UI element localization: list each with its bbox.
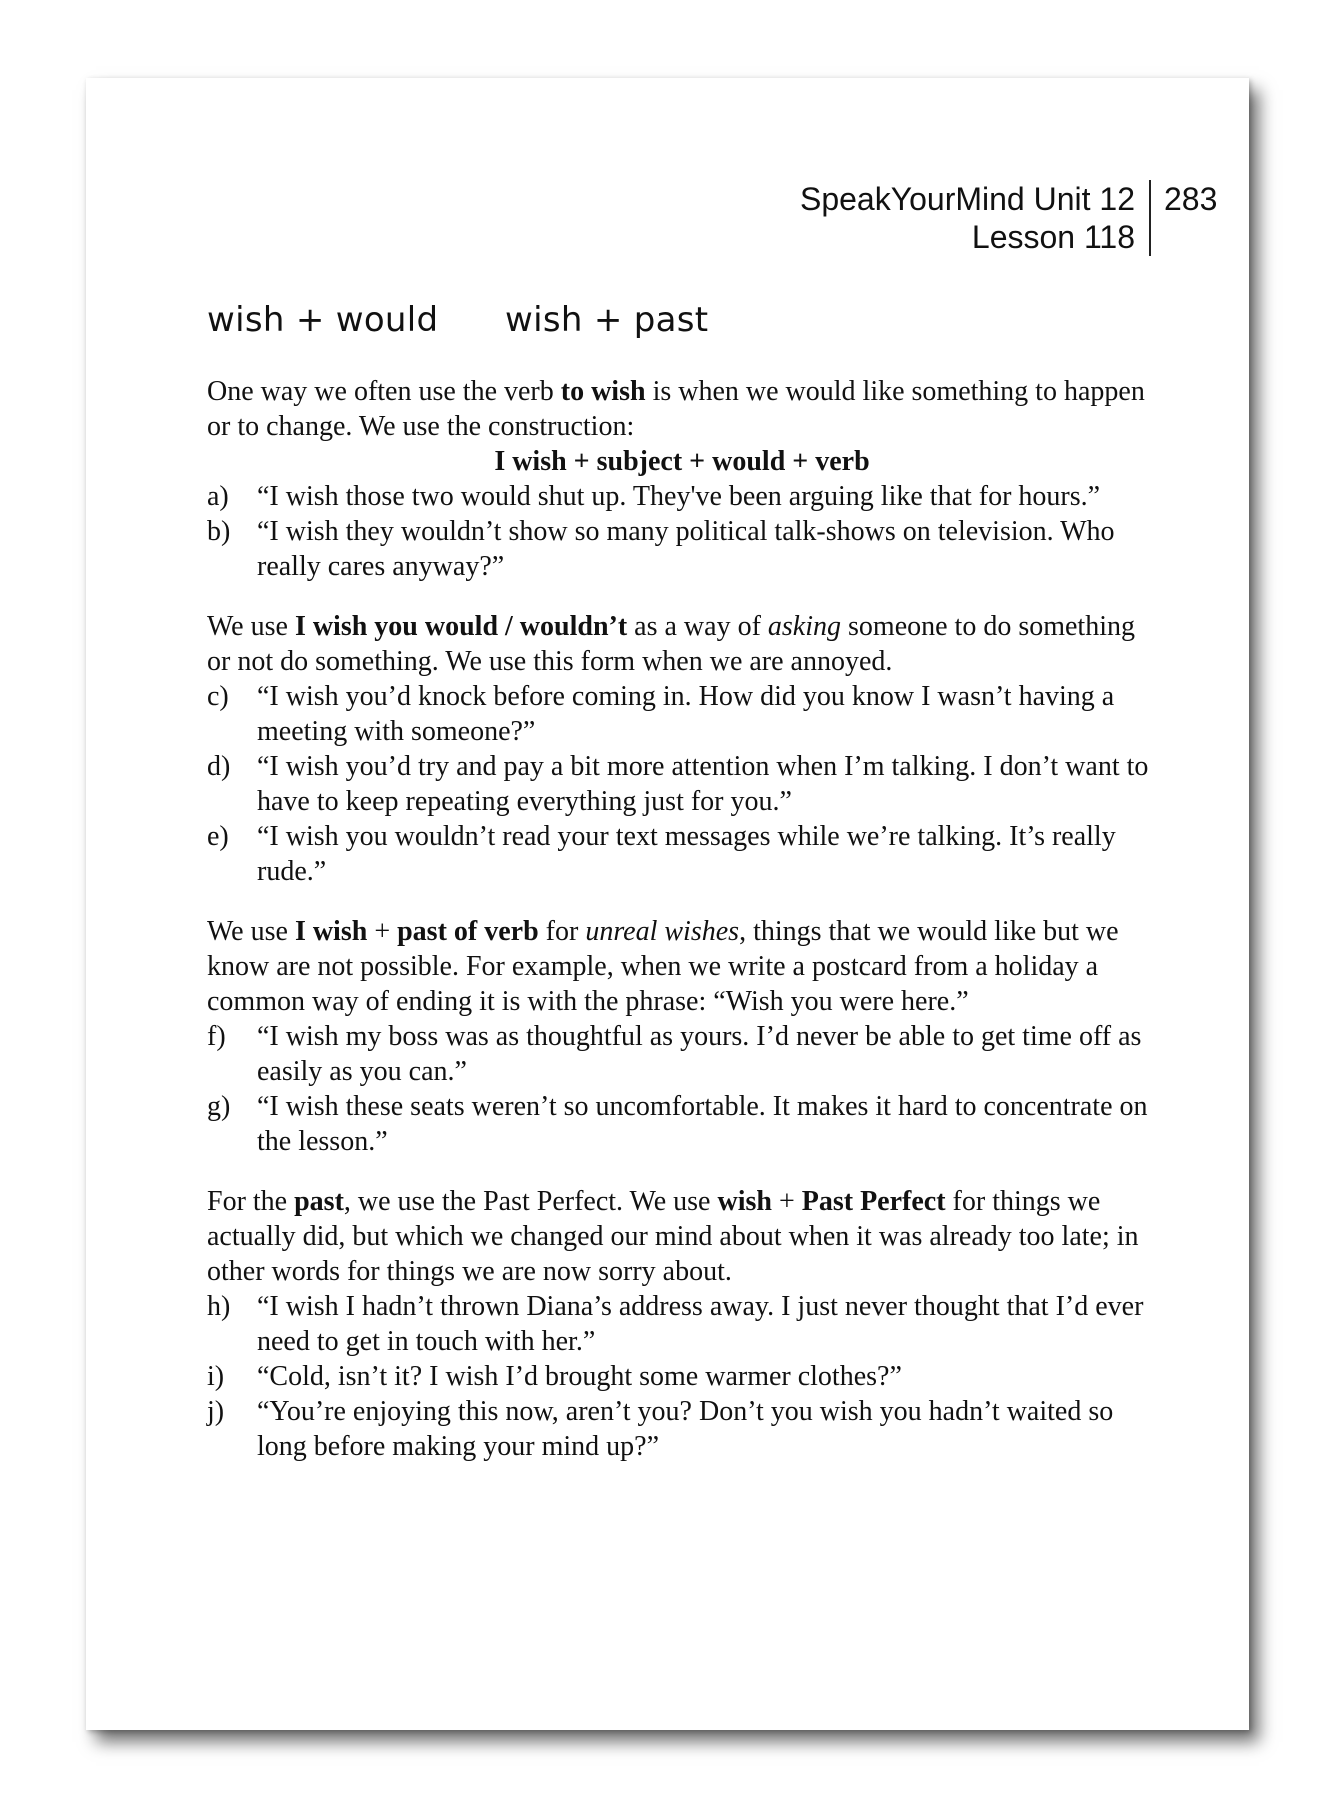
example-text: “I wish these seats weren’t so uncomfortable. It makes it hard to concentrate on the lesson.” bbox=[257, 1091, 1148, 1157]
example-label: d) bbox=[207, 751, 231, 782]
example-label: a) bbox=[207, 481, 229, 512]
asking-paragraph: We use I wish you would / wouldn’t as a way of asking someone to do something or not do something. We use this form when we are annoyed. bbox=[207, 611, 1135, 677]
example-label: g) bbox=[207, 1091, 231, 1122]
example-label: h) bbox=[207, 1291, 231, 1322]
example-item bbox=[207, 1019, 1157, 1089]
example-text: “I wish my boss was as thoughtful as yours. I’d never be able to get time off as easily as you can.” bbox=[257, 1021, 1142, 1087]
example-item bbox=[207, 1089, 1157, 1159]
example-text: “I wish you’d try and pay a bit more attention when I’m talking. I don’t want to have to keep repeating everything just for you.” bbox=[257, 751, 1149, 817]
example-item bbox=[207, 819, 1157, 889]
example-label: c) bbox=[207, 681, 229, 712]
example-text: “You’re enjoying this now, aren’t you? Don’t you wish you hadn’t waited so long before making your mind up?” bbox=[257, 1396, 1114, 1462]
example-item bbox=[207, 479, 1157, 514]
example-item bbox=[207, 1289, 1157, 1359]
example-text: “I wish they wouldn’t show so many political talk-shows on television. Who really cares anyway?” bbox=[257, 516, 1115, 582]
page-header bbox=[800, 180, 1151, 256]
example-text: “I wish you’d knock before coming in. How did you know I wasn’t having a meeting with someone?” bbox=[257, 681, 1115, 747]
unit-title: SpeakYourMind Unit 12 bbox=[799, 181, 1135, 217]
example-label: f) bbox=[207, 1021, 226, 1052]
past-perfect-paragraph: For the past, we use the Past Perfect. We use wish + Past Perfect for things we actually did, but which we changed our mind about when it was already too late; in other words for things we are now sorry about. bbox=[207, 1186, 1139, 1287]
lesson-title: Lesson 118 bbox=[971, 219, 1135, 255]
unreal-wishes-paragraph: We use I wish + past of verb for unreal wishes, things that we would like but we know are not possible. For example, when we write a postcard from a holiday a common way of ending it is with the phrase: “Wish you were here.” bbox=[207, 916, 1119, 1017]
example-label: b) bbox=[207, 516, 231, 547]
example-text: “I wish I hadn’t thrown Diana’s address away. I just never thought that I’d ever need to get in touch with her.” bbox=[257, 1291, 1144, 1357]
example-text: “I wish you wouldn’t read your text messages while we’re talking. It’s really rude.” bbox=[257, 821, 1116, 887]
example-item bbox=[207, 679, 1157, 749]
example-label: e) bbox=[207, 821, 229, 852]
example-text: “Cold, isn’t it? I wish I’d brought some warmer clothes?” bbox=[257, 1361, 902, 1392]
example-item bbox=[207, 1359, 1157, 1394]
construction-formula: I wish + subject + would + verb bbox=[494, 446, 870, 477]
example-text: “I wish those two would shut up. They've been arguing like that for hours.” bbox=[257, 481, 1101, 512]
document-page bbox=[86, 78, 1249, 1730]
section-title: wish + would wish + past bbox=[207, 300, 709, 340]
intro-paragraph: One way we often use the verb to wish is when we would like something to happen or to change. We use the construction: bbox=[207, 376, 1145, 442]
lesson-content bbox=[207, 374, 1157, 1464]
example-item bbox=[207, 749, 1157, 819]
example-item bbox=[207, 1394, 1157, 1464]
example-label: i) bbox=[207, 1361, 225, 1392]
example-label: j) bbox=[207, 1396, 225, 1427]
example-item bbox=[207, 514, 1157, 584]
page-number: 283 bbox=[1164, 181, 1218, 217]
